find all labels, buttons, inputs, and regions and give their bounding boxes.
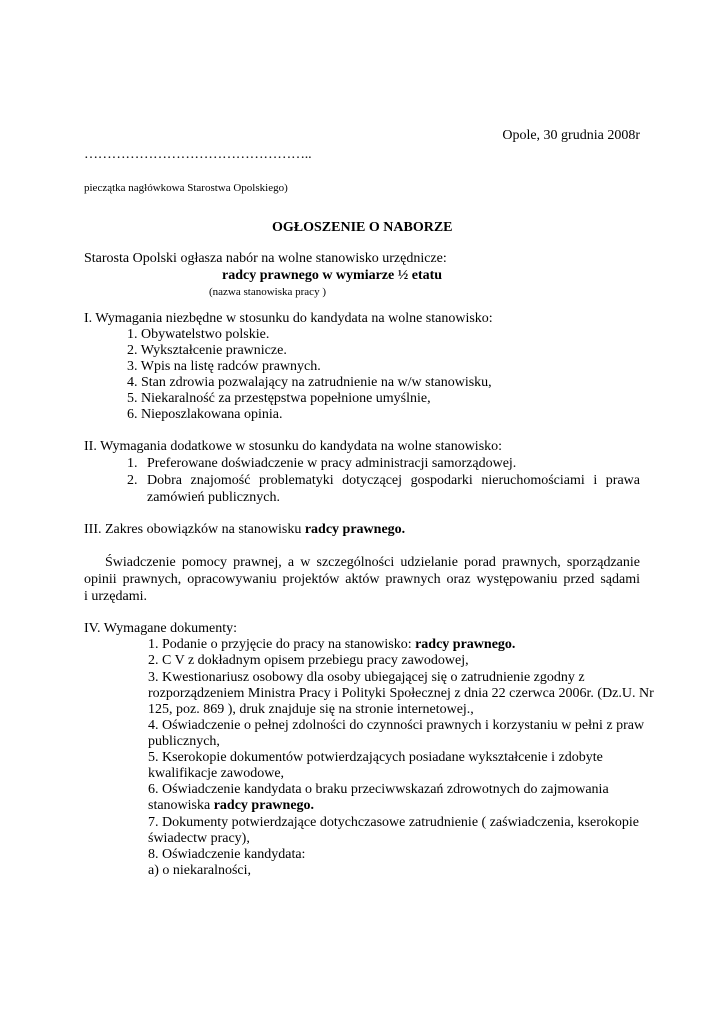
list-number: 1. — [127, 456, 138, 471]
list-number: 2. — [127, 473, 138, 488]
list-item: 4. Stan zdrowia pozwalający na zatrudnienie na w/w stanowisku, — [127, 375, 492, 390]
dotted-line: ………………………………………….. — [84, 147, 312, 162]
section1-heading: I. Wymagania niezbędne w stosunku do kandydata na wolne stanowisko: — [84, 311, 493, 326]
paragraph-line: i urzędami. — [84, 589, 147, 604]
list-item: 5. Niekaralność za przestępstwa popełnione umyślnie, — [127, 391, 431, 406]
doc-item-continuation: stanowiska radcy prawnego. — [148, 798, 315, 813]
doc-item: 6. Oświadczenie kandydata o braku przeciwwskazań zdrowotnych do zajmowania — [148, 782, 609, 797]
paragraph-line: opinii prawnych, opracowywaniu projektów aktów prawnych oraz występowaniu przed sądami — [84, 572, 640, 587]
position-name: radcy prawnego w wymiarze ½ etatu — [222, 268, 443, 283]
doc-item: 5. Kserokopie dokumentów potwierdzających posiadane wykształcenie i zdobyte — [148, 750, 603, 765]
section3-heading: III. Zakres obowiązków na stanowisku radcy prawnego. — [84, 522, 406, 537]
list-item: 2. Wykształcenie prawnicze. — [127, 343, 287, 358]
doc-item: 3. Kwestionariusz osobowy dla osoby ubiegającej się o zatrudnienie zgodny z — [148, 670, 585, 685]
page-title: OGŁOSZENIE O NABORZE — [272, 220, 453, 235]
doc-item-continuation: świadectw pracy), — [148, 831, 250, 846]
stamp-caption: pieczątka nagłówkowa Starostwa Opolskiego) — [84, 182, 288, 194]
doc-subitem: a) o niekaralności, — [148, 863, 252, 878]
doc-item-continuation: kwalifikacje zawodowe, — [148, 766, 285, 781]
list-item: 3. Wpis na listę radców prawnych. — [127, 359, 321, 374]
position-caption: (nazwa stanowiska pracy ) — [209, 286, 326, 298]
section4-heading: IV. Wymagane dokumenty: — [84, 621, 238, 636]
list-item: 1. Obywatelstwo polskie. — [127, 327, 270, 342]
doc-item-continuation: rozporządzeniem Ministra Pracy i Polityki Społecznej z dnia 22 czerwca 2006r. (Dz.U. Nr — [148, 686, 654, 701]
doc-item: 4. Oświadczenie o pełnej zdolności do czynności prawnych i korzystaniu w pełni z praw — [148, 718, 645, 733]
list-item-continuation: zamówień publicznych. — [147, 490, 280, 505]
list-item: Dobra znajomość problematyki dotyczącej gospodarki nieruchomościami i prawa — [147, 473, 640, 488]
list-item: 6. Nieposzlakowana opinia. — [127, 407, 283, 422]
date-line: Opole, 30 grudnia 2008r — [502, 128, 640, 143]
intro-text: Starosta Opolski ogłasza nabór na wolne stanowisko urzędnicze: — [84, 251, 447, 266]
section2-heading: II. Wymagania dodatkowe w stosunku do kandydata na wolne stanowisko: — [84, 439, 503, 454]
doc-item-continuation: publicznych, — [148, 734, 220, 749]
doc-item: 1. Podanie o przyjęcie do pracy na stanowisko: radcy prawnego. — [148, 637, 516, 652]
paragraph-line: Świadczenie pomocy prawnej, a w szczególności udzielanie porad prawnych, sporządzanie — [105, 555, 640, 570]
doc-item: 8. Oświadczenie kandydata: — [148, 847, 306, 862]
doc-item-continuation: 125, poz. 869 ), druk znajduje się na stronie internetowej., — [148, 702, 474, 717]
doc-item: 7. Dokumenty potwierdzające dotychczasowe zatrudnienie ( zaświadczenia, kserokopie — [148, 815, 639, 830]
doc-item: 2. C V z dokładnym opisem przebiegu pracy zawodowej, — [148, 653, 469, 668]
list-item: Preferowane doświadczenie w pracy administracji samorządowej. — [147, 456, 517, 471]
